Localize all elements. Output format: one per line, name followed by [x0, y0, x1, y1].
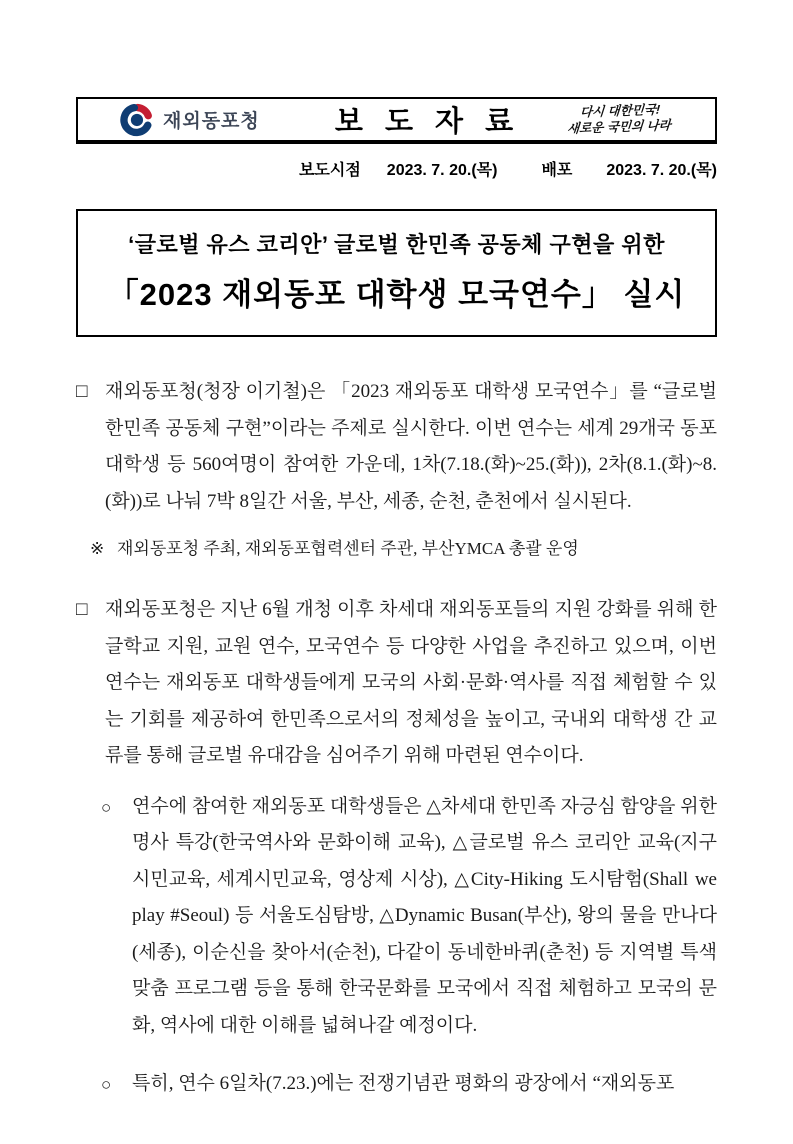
- body-paragraphs: [76, 374, 717, 1104]
- paragraph-marker: ○: [101, 797, 112, 817]
- paragraph: [90, 534, 717, 564]
- paragraph: [101, 1066, 717, 1104]
- paragraph: [101, 789, 717, 1045]
- paragraph-marker: ※: [90, 539, 105, 558]
- release-time-label: 보도시점: [298, 162, 361, 179]
- paragraph-text: 재외동포청 주최, 재외동포협력센터 주관, 부산YMCA 총괄 운영: [117, 539, 579, 558]
- agency-logo: [118, 101, 323, 138]
- page-title: 「2023 재외동포 대학생 모국연수」 실시: [107, 277, 686, 312]
- government-emblem-icon: [118, 101, 155, 138]
- title-box: [76, 209, 717, 337]
- paragraph-text: 재외동포청은 지난 6월 개청 이후 차세대 재외동포들의 지원 강화를 위해 한글학교 지원, 교원 연수, 모국연수 등 다양한 사업을 추진하고 있으며, 이번 연수는 재외동포 대학생들에게 모국의 사회·문화·역사를 직접 체험할 수 있는 기회를 제공하여 한민족으로서의 정체성을 높이고, 국내외 대학생 간 교류를 통해 글로벌 유대감을 심어주기 위해 마련된 연수이다.: [105, 599, 717, 766]
- slogan-line2: 새로운 국민의 나라: [566, 118, 672, 137]
- release-date: 2023. 7. 20.(목): [386, 162, 498, 179]
- subtitle: ‘글로벌 유스 코리안’ 글로벌 한민족 공동체 구현을 위한: [128, 232, 665, 257]
- paragraph: [76, 592, 717, 775]
- paragraph-text: 특히, 연수 6일차(7.23.)에는 전쟁기념관 평화의 광장에서 “재외동포: [132, 1073, 675, 1094]
- header: [76, 97, 717, 144]
- slogan-line1: 다시 대한민국!: [579, 102, 661, 120]
- paragraph-text: 재외동포청(청장 이기철)은 「2023 재외동포 대학생 모국연수」를 “글로벌 한민족 공동체 구현”이라는 주제로 실시한다. 이번 연수는 세계 29개국 동포대학생 등 560여명이 참여한 가운데, 1차(7.18.(화)~25.(화)), 2차(8.1.(화)~8.(화))로 나눠 7박 8일간 서울, 부산, 세종, 순천, 춘천에서 실시된다.: [105, 381, 717, 512]
- distribute-date: 2023. 7. 20.(목): [606, 162, 717, 179]
- document-type-title: 보 도 자 료: [334, 106, 521, 138]
- paragraph-text: 연수에 참여한 재외동포 대학생들은 △차세대 한민족 자긍심 함양을 위한 명사 특강(한국역사와 문화이해 교육), △글로벌 유스 코리안 교육(지구시민교육, 세계시민교육, 영상제 시상), △City-Hiking 도시탐험(Shall we play #Seoul) 등 서울도심탐방, △Dynamic Busan(부산), 왕의 물을 만나다(세종), 이순신을 찾아서(순천), 다같이 동네한바퀴(춘천) 등 지역별 특색 맞춤 프로그램 등을 통해 한국문화를 모국에서 직접 체험하고 모국의 문화, 역사에 대한 이해를 넓혀나갈 예정이다.: [132, 795, 717, 1036]
- paragraph-marker: ○: [101, 1075, 112, 1094]
- distribute-label: 배포: [541, 162, 573, 179]
- paragraph: [76, 374, 717, 520]
- date-row: [76, 157, 717, 180]
- paragraph-marker: □: [76, 381, 88, 402]
- paragraph-marker: □: [76, 599, 88, 620]
- agency-name: 재외동포청: [163, 111, 260, 132]
- government-slogan: [531, 100, 708, 139]
